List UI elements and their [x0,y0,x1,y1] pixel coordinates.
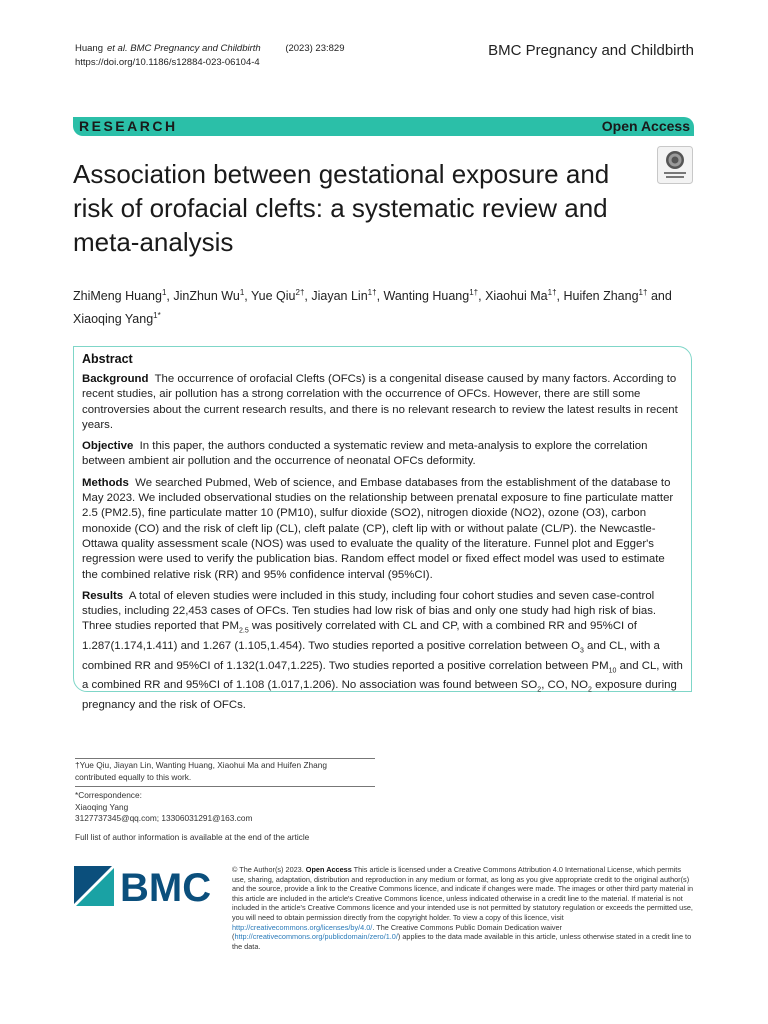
header-doi[interactable]: https://doi.org/10.1186/s12884-023-06104-4 [75,57,260,68]
open-access-label: Open Access [601,118,690,134]
author[interactable]: Xiaohui $Ma^{1\dagger}$ [485,288,557,304]
check-for-updates-icon [657,146,693,184]
article-type-label: RESEARCH [79,118,178,134]
authors-and: and [650,289,672,304]
author[interactable]: JinZhun Wu$^1$ [173,288,245,304]
header-journal: BMC Pregnancy and Childbirth [130,43,261,54]
correspondence-note [75,790,252,825]
header-year: (2023) 23:829 [285,43,345,54]
correspondence-label: *Correspondence: [75,790,142,800]
abstract-results: Results A total of eleven studies were included in this study, including four cohort studies and seven case-control studies, including 22,453 cases of OFCs. Ten studies had low risk of bias and only one study had high risk of bias. Three studies reported that $PM_{2.5}$ was positively correlated with CL and CP, with a combined RR and 95%CI of 1.287(1.174,1.411) and 1.267 (1.105,1.454). Two studies reported a positive correlation between $O_3$ and CL, with a combined RR and 95%CI of 1.132(1.047,1.225). Two studies reported a positive correlation between $PM_{10}$ and CL, with a combined RR and 95%CI of 1.108 (1.017,1.206). No association was found between $SO_2$, CO, $NO_2$ exposure during pregnancy and the risk of OFCs. [82,589,683,711]
check-for-updates-badge[interactable] [657,146,693,184]
objective-text: In this paper, the authors conducted a systematic review and meta-analysis to explore the correlation between ambient air pollution and the occurrence of neonatal OFCs deformity. [82,440,648,468]
footnote-divider [75,758,375,759]
journal-name: BMC Pregnancy and Childbirth [488,42,694,59]
correspondence-email[interactable]: 3127737345@qq.com; 13306031291@163.com [75,813,253,823]
author[interactable]: ZhiMeng Huang$^1$ [73,288,167,304]
author-list: ZhiMeng Huang$^1$, JinZhun Wu$^1$, Yue Qiu$^{2\dagger}$, Jiayan Lin$^{1\dagger}$, Wanting Huang$^{1\dagger}$, Xiaohui $Ma^{1\dagger}$, Huifen Zhang$^{1\dagger}$ and Xiaoqing Yang$^{1*}$ [73,288,672,327]
methods-text: We searched Pubmed, Web of science, and Embase databases from the establishment of the database to May 2023. We included observational studies on the relationship between prenatal exposure to fine particulate matter 2.5 (PM2.5), fine particulate matter 10 (PM10), sulfur dioxide (SO2), nitrogen dioxide (NO2), ozone (O3), carbon monoxide (CO) and the risk of cleft lip (CL), cleft palate (CP), cleft lip with or without palate (CL/P). the Newcastle-Ottawa quality assessment scale (NOS) was used to evaluate the quality of the literature. Funnel plot and Egger's regression were used to verify the publication bias. Random effect model or fixed effect model was used to estimate the combined relative risk (RR) and 95% confidence interval (95%CI). [82,476,674,581]
objective-label: Objective [82,440,134,453]
author-info-note: Full list of author information is available at the end of the article [75,832,310,842]
results-label: Results [82,589,124,602]
license-link[interactable]: http://creativecommons.org/licenses/by/4.0/ [232,922,373,932]
public-domain-link[interactable]: http://creativecommons.org/publicdomain/zero/1.0/ [234,932,398,942]
license-statement: © The Author(s) 2023. Open Access This article is licensed under a Creative Commons Attribution 4.0 International License, which permits use, sharing, adaptation, distribution and reproduction in any medium or format, as long as you give appropriate credit to the original author(s) and the source, provide a link to the Creative Commons licence, and indicate if changes were made. The images or other third party material in this article are included in the article's Creative Commons licence, unless indicated otherwise in a credit line to the material. If material is not included in the article's Creative Commons licence and your intended use is not permitted by statutory regulation or exceeds the permitted use, you will need to obtain permission directly from the copyright holder. To view a copy of this licence, visit http://creativecommons.org/licenses/by/4.0/. The Creative Commons Public Domain Dedication waiver (http://creativecommons.org/publicdomain/zero/1.0/) applies to the data made available in this article, unless otherwise stated in a credit line to the data. [232,865,694,951]
footnote-divider [75,786,375,787]
methods-label: Methods [82,476,129,489]
abstract-background [82,372,683,433]
abstract-objective [82,439,683,470]
author[interactable]: Jiayan Lin$^{1\dagger}$ [311,288,377,304]
abstract-box [73,346,692,711]
bmc-logo-icon [74,866,214,906]
article-type-band [73,117,694,136]
author[interactable]: Xiaoqing Yang$^{1*}$ [73,311,161,327]
background-label: Background [82,373,149,385]
author[interactable]: Huifen Zhang$^{1\dagger}$ [563,288,648,304]
correspondence-name: Xiaoqing Yang [75,801,129,812]
header-author: Huang [75,43,103,54]
author[interactable]: Wanting Huang$^{1\dagger}$ [383,288,479,304]
author[interactable]: Yue Qiu$^{2\dagger}$ [251,288,305,304]
background-text: The occurrence of orofacial Clefts (OFCs) is a congenital disease caused by many factors. According to recent studies, air pollution has a strong correlation with the occurrence of OFCs. However, there are still some controversies about the current research results, and there is no relevant research to review the latest results in recent years. [82,373,678,431]
abstract-methods [82,476,683,583]
header-et-al: et al. [107,43,128,54]
running-header [75,42,349,70]
equal-contribution-note: †Yue Qiu, Jiayan Lin, Wanting Huang, Xiaohui Ma and Huifen Zhang contributed equally to this work. [75,760,327,782]
abstract-heading: Abstract [82,352,133,366]
bmc-logo [74,866,214,906]
article-title: Association between gestational exposure and risk of orofacial clefts: a systematic review and meta-analysis [73,159,610,257]
svg-text:BMC: BMC [120,866,212,906]
